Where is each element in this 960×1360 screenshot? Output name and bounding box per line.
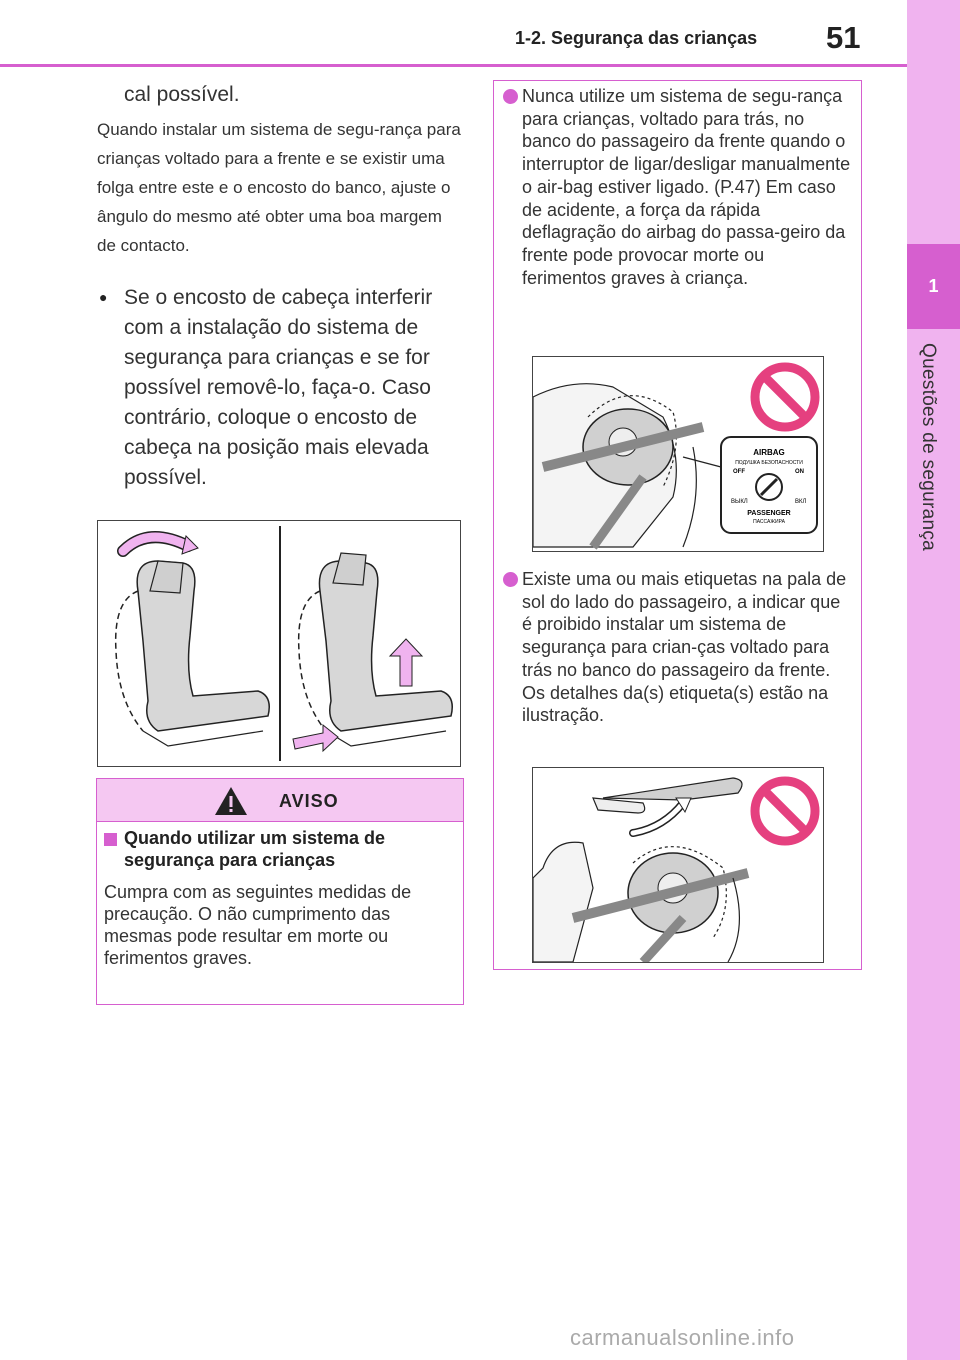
airbag-title-ru: ПОДУШКА БЕЗОПАСНОСТИ <box>735 460 803 466</box>
airbag-off-ru: ВЫКЛ <box>731 499 748 505</box>
sun-visor-drawing <box>533 768 823 962</box>
warning-box <box>96 778 464 1005</box>
airbag-on-ru: ВКЛ <box>795 499 807 505</box>
warning-text: Cumpra com as seguintes medidas de precaução. O não cumprimento das mesmas pode resultar em morte ou ferimentos graves. <box>104 882 412 968</box>
headrest-illustration <box>97 520 461 767</box>
chapter-label: Questões de segurança <box>918 343 939 552</box>
sun-visor-illustration <box>532 767 824 963</box>
airbag-switch-illustration <box>532 356 824 552</box>
airbag-on: ON <box>795 469 804 475</box>
watermark: carmanualsonline.info <box>570 1325 795 1350</box>
sun-visor-label-text: Existe uma ou mais etiquetas na pala de sol do lado do passageiro, a indicar que é proibido instalar um sistema de segurança para crian-ças voltado para trás no banco do passageiro da frente. Os detalhes da(s) etiqueta(s) estão na ilustração. <box>522 569 847 726</box>
airbag-passenger-ru: ПАССАЖИРА <box>753 519 785 525</box>
warning-header <box>97 779 463 821</box>
square-bullet-icon <box>104 833 117 846</box>
bullet-dot-2 <box>503 572 518 587</box>
rear-facing-warning-text: Nunca utilize um sistema de segu-rança para crianças, voltado para trás, no banco do passageiro da frente quando o interruptor de ligar/desligar manualmente o air-bag estiver ligado. (P.47) Em caso de acidente, a força da rápida deflagração do airbag do passa-geiro da frente pode provocar morte ou ferimentos graves à criança. <box>522 86 851 288</box>
header-rule <box>0 64 907 67</box>
bullet-dot: ● <box>99 289 108 305</box>
airbag-title: AIRBAG <box>753 448 785 457</box>
seat-drawing <box>98 521 460 766</box>
warning-triangle-icon <box>213 785 249 817</box>
airbag-drawing <box>533 357 823 551</box>
bullet-dot-1 <box>503 89 518 104</box>
page-number: 51 <box>826 20 861 55</box>
headrest-paragraph: Se o encosto de cabeça interferir com a instalação do sistema de segurança para crianças e se for possível removê-lo, faça-o. Caso contrário, coloque o encosto de cabeça na posição mais elevada possível. <box>124 286 433 489</box>
airbag-passenger: PASSENGER <box>747 510 791 517</box>
adjust-paragraph: Quando instalar um sistema de segu-rança para crianças voltado para a frente e se existir uma folga entre este e o encosto do banco, ajuste o ângulo do mesmo até obter uma boa margem de contacto. <box>97 120 461 255</box>
continuation-text: cal possível. <box>124 83 240 106</box>
chapter-number: 1 <box>928 276 939 296</box>
warning-rule <box>97 821 463 822</box>
warning-title: AVISO <box>279 791 339 811</box>
chapter-tab-strip <box>907 0 960 1360</box>
airbag-off: OFF <box>733 469 745 475</box>
section-title: 1-2. Segurança das crianças <box>515 28 758 48</box>
warning-subtitle: Quando utilizar um sistema de segurança para crianças <box>124 828 386 870</box>
